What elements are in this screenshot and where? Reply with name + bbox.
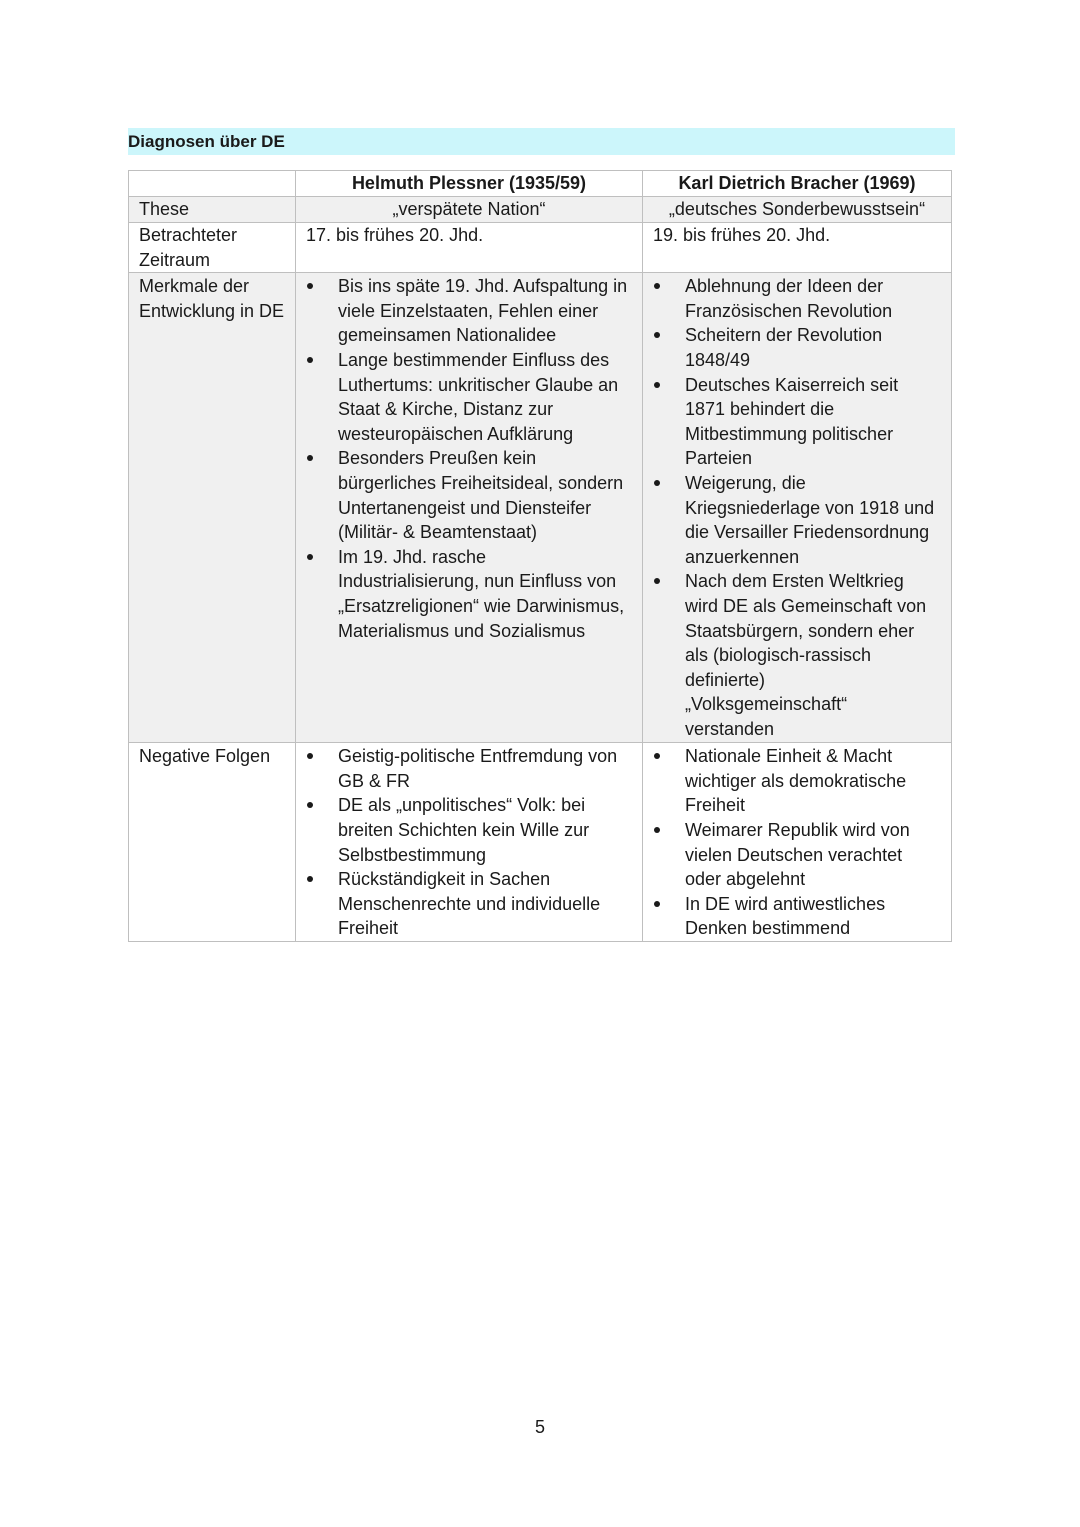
bracher-feature-item: Ablehnung der Ideen der Französischen Revolution [653, 274, 946, 323]
plessner-consequence-item: Rückständigkeit in Sachen Menschenrechte und individuelle Freiheit [306, 867, 637, 941]
plessner-consequence-item: DE als „unpolitisches“ Volk: bei breiten Schichten kein Wille zur Selbstbestimmung [306, 793, 637, 867]
page-number: 5 [534, 1417, 545, 1437]
bracher-consequence-item: In DE wird antiwestliches Denken bestimmend [653, 892, 946, 941]
bracher-consequence-item: Weimarer Republik wird von vielen Deutschen verachtet oder abgelehnt [653, 818, 946, 892]
section-heading-bar [128, 128, 955, 155]
diagnoses-table [128, 170, 952, 942]
plessner-consequence-item: Geistig-politische Entfremdung von GB & FR [306, 744, 637, 793]
consequences-bracher-cell [643, 743, 952, 942]
features-plessner-list [306, 274, 637, 643]
table-row-period [129, 223, 952, 273]
features-bracher-cell [643, 273, 952, 743]
row-label-features: Merkmale der Entwicklung in DE [129, 273, 296, 743]
row-label-thesis: These [129, 197, 296, 223]
consequences-bracher-list [653, 744, 946, 941]
consequences-plessner-cell [296, 743, 643, 942]
table-row-thesis [129, 197, 952, 223]
bracher-feature-item: Weigerung, die Kriegsniederlage von 1918 und die Versailler Friedensordnung anzuerkennen [653, 471, 946, 569]
plessner-feature-item: Im 19. Jhd. rasche Industrialisierung, nun Einfluss von „Ersatzreligionen“ wie Darwinismus, Materialismus und Sozialismus [306, 545, 637, 643]
table-header-row [129, 171, 952, 197]
plessner-feature-item: Besonders Preußen kein bürgerliches Freiheitsideal, sondern Untertanengeist und Diensteifer (Militär- & Beamtenstaat) [306, 446, 637, 544]
bracher-feature-item: Deutsches Kaiserreich seit 1871 behindert die Mitbestimmung politischer Parteien [653, 373, 946, 471]
plessner-feature-item: Lange bestimmender Einfluss des Luthertums: unkritischer Glaube an Staat & Kirche, Distanz zur westeuropäischen Aufklärung [306, 348, 637, 446]
features-bracher-list [653, 274, 946, 741]
period-bracher: 19. bis frühes 20. Jhd. [643, 223, 952, 273]
thesis-plessner: „verspätete Nation“ [296, 197, 643, 223]
header-empty-cell [129, 171, 296, 197]
row-label-consequences: Negative Folgen [129, 743, 296, 942]
section-heading: Diagnosen über DE [128, 132, 285, 151]
bracher-feature-item: Nach dem Ersten Weltkrieg wird DE als Gemeinschaft von Staatsbürgern, sondern eher als (biologisch-rassisch definierte) „Volksgemeinschaft“ verstanden [653, 569, 946, 741]
bracher-feature-item: Scheitern der Revolution 1848/49 [653, 323, 946, 372]
features-plessner-cell [296, 273, 643, 743]
consequences-plessner-list [306, 744, 637, 941]
bracher-consequence-item: Nationale Einheit & Macht wichtiger als demokratische Freiheit [653, 744, 946, 818]
table-row-consequences [129, 743, 952, 942]
thesis-bracher: „deutsches Sonderbewusstsein“ [643, 197, 952, 223]
period-plessner: 17. bis frühes 20. Jhd. [296, 223, 643, 273]
row-label-period: Betrachteter Zeitraum [129, 223, 296, 273]
plessner-feature-item: Bis ins späte 19. Jhd. Aufspaltung in viele Einzelstaaten, Fehlen einer gemeinsamen Nationalidee [306, 274, 637, 348]
header-cell-plessner: Helmuth Plessner (1935/59) [296, 171, 643, 197]
table-row-features [129, 273, 952, 743]
header-cell-bracher: Karl Dietrich Bracher (1969) [643, 171, 952, 197]
